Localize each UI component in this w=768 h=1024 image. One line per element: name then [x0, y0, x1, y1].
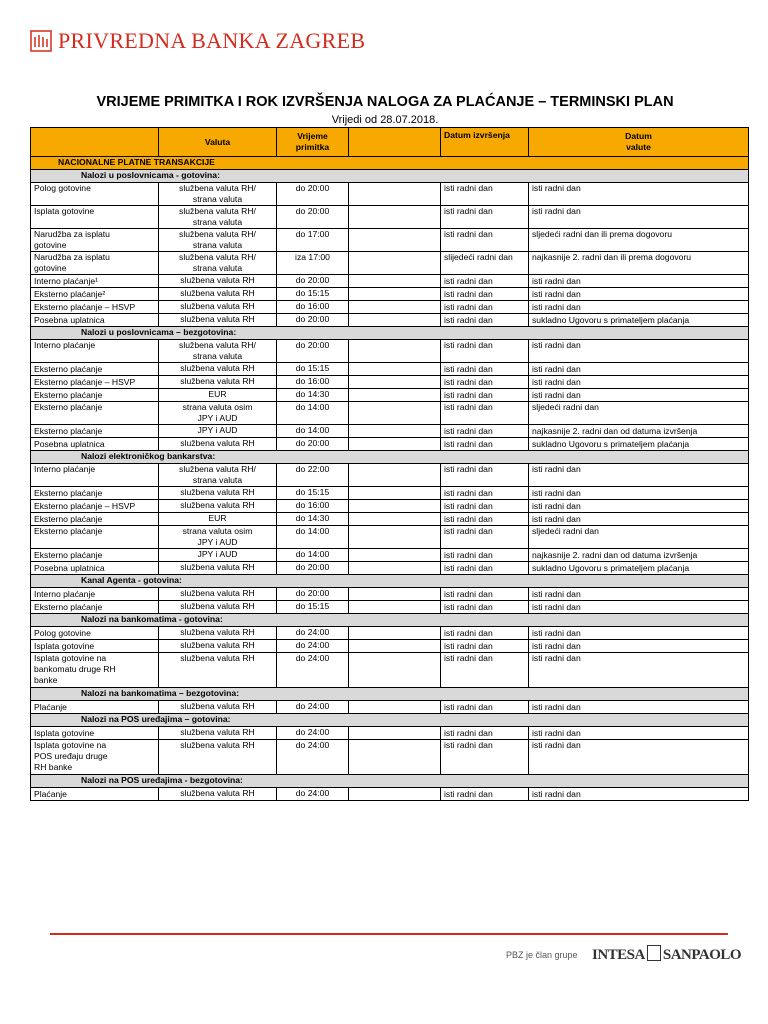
cell-naziv: Eksterno plaćanje [31, 425, 159, 438]
cell-valuta: JPY i AUD [159, 425, 277, 438]
cell-naziv: Eksterno plaćanje – HSVP [31, 500, 159, 513]
col-header-empty [349, 128, 441, 157]
table-row [31, 788, 749, 801]
cell-datum-valute: isti radni dan [529, 340, 749, 363]
cell-naziv: Interno plaćanje [31, 340, 159, 363]
cell-izvrsenje: isti radni dan [441, 363, 529, 376]
col-header-naziv [31, 128, 159, 157]
table-body [31, 157, 749, 801]
cell-datum-valute: isti radni dan [529, 701, 749, 714]
section-row [31, 157, 749, 170]
group-title: Nalozi elektroničkog bankarstva: [31, 451, 749, 464]
cell-vrijeme: do 24:00 [277, 653, 349, 688]
cell-naziv: Eksterno plaćanje [31, 513, 159, 526]
cell-empty [349, 340, 441, 363]
cell-empty [349, 601, 441, 614]
table-row [31, 425, 749, 438]
cell-naziv: Narudžba za isplatu gotovine [31, 252, 159, 275]
table-row [31, 500, 749, 513]
group-row [31, 575, 749, 588]
cell-izvrsenje: isti radni dan [441, 487, 529, 500]
group-title: Nalozi na bankomatima – bezgotovina: [31, 688, 749, 701]
cell-empty [349, 500, 441, 513]
cell-naziv: Eksterno plaćanje – HSVP [31, 301, 159, 314]
group-title: Kanal Agenta - gotovina: [31, 575, 749, 588]
table-row [31, 252, 749, 275]
group-title: Nalozi na bankomatima - gotovina: [31, 614, 749, 627]
cell-valuta: službena valuta RH/ strana valuta [159, 229, 277, 252]
cell-valuta: službena valuta RH [159, 727, 277, 740]
cell-izvrsenje: isti radni dan [441, 500, 529, 513]
cell-vrijeme: do 20:00 [277, 438, 349, 451]
cell-vrijeme: do 16:00 [277, 301, 349, 314]
cell-naziv: Isplata gotovine na bankomatu druge RH banke [31, 653, 159, 688]
document-subtitle: Vrijedi od 28.07.2018. [331, 114, 439, 126]
cell-naziv: Polog gotovine [31, 183, 159, 206]
cell-empty [349, 402, 441, 425]
col-header-izvrsenje: Datum izvršenja [441, 128, 529, 157]
cell-empty [349, 389, 441, 402]
cell-izvrsenje: isti radni dan [441, 727, 529, 740]
cell-valuta: službena valuta RH [159, 740, 277, 775]
table-row [31, 549, 749, 562]
cell-vrijeme: do 16:00 [277, 376, 349, 389]
cell-empty [349, 740, 441, 775]
cell-datum-valute: sljedeći radni dan [529, 402, 749, 425]
cell-vrijeme: do 15:15 [277, 601, 349, 614]
cell-izvrsenje: isti radni dan [441, 340, 529, 363]
cell-empty [349, 526, 441, 549]
cell-valuta: službena valuta RH/ strana valuta [159, 464, 277, 487]
cell-naziv: Isplata gotovine [31, 206, 159, 229]
table-row [31, 314, 749, 327]
cell-vrijeme: do 20:00 [277, 275, 349, 288]
cell-datum-valute: isti radni dan [529, 640, 749, 653]
table-row [31, 206, 749, 229]
cell-izvrsenje: isti radni dan [441, 588, 529, 601]
cell-datum-valute: isti radni dan [529, 727, 749, 740]
cell-empty [349, 627, 441, 640]
table-row [31, 727, 749, 740]
cell-empty [349, 640, 441, 653]
cell-datum-valute: isti radni dan [529, 740, 749, 775]
cell-izvrsenje: isti radni dan [441, 513, 529, 526]
cell-naziv: Isplata gotovine [31, 640, 159, 653]
cell-valuta: službena valuta RH [159, 701, 277, 714]
cell-datum-valute: sljedeći radni dan ili prema dogovoru [529, 229, 749, 252]
cell-vrijeme: do 14:30 [277, 513, 349, 526]
cell-izvrsenje: isti radni dan [441, 314, 529, 327]
table-row [31, 487, 749, 500]
cell-datum-valute: isti radni dan [529, 288, 749, 301]
cell-empty [349, 653, 441, 688]
cell-datum-valute: isti radni dan [529, 301, 749, 314]
group-row [31, 688, 749, 701]
cell-naziv: Eksterno plaćanje [31, 487, 159, 500]
cell-naziv: Interno plaćanje [31, 464, 159, 487]
cell-valuta: službena valuta RH [159, 588, 277, 601]
cell-izvrsenje: isti radni dan [441, 183, 529, 206]
cell-vrijeme: do 16:00 [277, 500, 349, 513]
bank-name: PRIVREDNA BANKA ZAGREB [58, 28, 366, 53]
cell-izvrsenje: isti radni dan [441, 562, 529, 575]
cell-empty [349, 438, 441, 451]
cell-datum-valute: najkasnije 2. radni dan od datuma izvršenja [529, 425, 749, 438]
cell-valuta: službena valuta RH [159, 788, 277, 801]
cell-vrijeme: do 20:00 [277, 562, 349, 575]
cell-vrijeme: do 14:00 [277, 402, 349, 425]
group-title: Nalozi na POS uređajima – gotovina: [31, 714, 749, 727]
cell-datum-valute: isti radni dan [529, 376, 749, 389]
cell-naziv: Polog gotovine [31, 627, 159, 640]
group-title: Nalozi u poslovnicama – bezgotovina: [31, 327, 749, 340]
cell-izvrsenje: isti radni dan [441, 288, 529, 301]
cell-izvrsenje: slijedeći radni dan [441, 252, 529, 275]
cell-empty [349, 727, 441, 740]
cell-empty [349, 788, 441, 801]
cell-valuta: EUR [159, 513, 277, 526]
cell-naziv: Eksterno plaćanje [31, 363, 159, 376]
table-row [31, 653, 749, 688]
cell-empty [349, 363, 441, 376]
footer-member-text: PBZ je član grupe [506, 950, 578, 960]
cell-valuta: službena valuta RH [159, 500, 277, 513]
cell-valuta: službena valuta RH [159, 376, 277, 389]
cell-datum-valute: isti radni dan [529, 788, 749, 801]
intesa-mark-icon [647, 945, 661, 961]
cell-vrijeme: do 24:00 [277, 740, 349, 775]
table-row [31, 183, 749, 206]
cell-datum-valute: isti radni dan [529, 601, 749, 614]
cell-izvrsenje: isti radni dan [441, 376, 529, 389]
cell-naziv: Narudžba za isplatu gotovine [31, 229, 159, 252]
cell-datum-valute: najkasnije 2. radni dan ili prema dogovoru [529, 252, 749, 275]
table-row [31, 701, 749, 714]
cell-datum-valute: isti radni dan [529, 500, 749, 513]
cell-datum-valute: isti radni dan [529, 206, 749, 229]
cell-vrijeme: do 20:00 [277, 183, 349, 206]
cell-datum-valute: sukladno Ugovoru s primateljem plaćanja [529, 314, 749, 327]
cell-empty [349, 513, 441, 526]
group-row [31, 714, 749, 727]
cell-naziv: Isplata gotovine [31, 727, 159, 740]
cell-vrijeme: do 20:00 [277, 340, 349, 363]
cell-empty [349, 588, 441, 601]
cell-naziv: Plaćanje [31, 701, 159, 714]
group-title: Nalozi na POS uređajima - bezgotovina: [31, 775, 749, 788]
table-row [31, 526, 749, 549]
cell-vrijeme: do 15:15 [277, 288, 349, 301]
document-title: VRIJEME PRIMITKA I ROK IZVRŠENJA NALOGA ZA PLAĆANJE – TERMINSKI PLAN [96, 94, 674, 110]
cell-empty [349, 562, 441, 575]
cell-valuta: službena valuta RH [159, 627, 277, 640]
cell-valuta: JPY i AUD [159, 549, 277, 562]
pbz-logo-icon [30, 30, 52, 52]
cell-vrijeme: do 15:15 [277, 363, 349, 376]
cell-vrijeme: do 20:00 [277, 588, 349, 601]
table-row [31, 513, 749, 526]
cell-izvrsenje: isti radni dan [441, 526, 529, 549]
cell-datum-valute: isti radni dan [529, 389, 749, 402]
schedule-table [30, 127, 749, 801]
cell-vrijeme: do 24:00 [277, 788, 349, 801]
cell-naziv: Eksterno plaćanje² [31, 288, 159, 301]
cell-izvrsenje: isti radni dan [441, 601, 529, 614]
section-title: NACIONALNE PLATNE TRANSAKCIJE [31, 157, 749, 170]
table-row [31, 627, 749, 640]
cell-naziv: Eksterno plaćanje – HSVP [31, 376, 159, 389]
table-row [31, 229, 749, 252]
cell-empty [349, 487, 441, 500]
cell-valuta: službena valuta RH [159, 562, 277, 575]
cell-valuta: službena valuta RH [159, 288, 277, 301]
cell-datum-valute: isti radni dan [529, 653, 749, 688]
cell-vrijeme: do 24:00 [277, 627, 349, 640]
cell-naziv: Posebna uplatnica [31, 562, 159, 575]
cell-izvrsenje: isti radni dan [441, 549, 529, 562]
footer-divider [50, 933, 728, 935]
cell-naziv: Eksterno plaćanje [31, 601, 159, 614]
cell-valuta: službena valuta RH [159, 653, 277, 688]
cell-izvrsenje: isti radni dan [441, 438, 529, 451]
cell-empty [349, 183, 441, 206]
cell-naziv: Posebna uplatnica [31, 438, 159, 451]
cell-empty [349, 549, 441, 562]
cell-izvrsenje: isti radni dan [441, 701, 529, 714]
cell-naziv: Eksterno plaćanje [31, 549, 159, 562]
cell-vrijeme: do 20:00 [277, 206, 349, 229]
cell-empty [349, 275, 441, 288]
cell-vrijeme: do 20:00 [277, 314, 349, 327]
cell-empty [349, 288, 441, 301]
cell-izvrsenje: isti radni dan [441, 389, 529, 402]
cell-empty [349, 229, 441, 252]
cell-naziv: Plaćanje [31, 788, 159, 801]
cell-datum-valute: isti radni dan [529, 627, 749, 640]
cell-vrijeme: do 14:30 [277, 389, 349, 402]
cell-datum-valute: isti radni dan [529, 588, 749, 601]
cell-naziv: Isplata gotovine na POS uređaju druge RH banke [31, 740, 159, 775]
cell-valuta: službena valuta RH/ strana valuta [159, 183, 277, 206]
cell-empty [349, 701, 441, 714]
table-row [31, 376, 749, 389]
cell-valuta: službena valuta RH [159, 487, 277, 500]
group-title: Nalozi u poslovnicama - gotovina: [31, 170, 749, 183]
table-row [31, 275, 749, 288]
cell-vrijeme: do 24:00 [277, 701, 349, 714]
table-row [31, 740, 749, 775]
table-row [31, 562, 749, 575]
cell-vrijeme: iza 17:00 [277, 252, 349, 275]
cell-izvrsenje: isti radni dan [441, 206, 529, 229]
cell-valuta: službena valuta RH [159, 438, 277, 451]
cell-izvrsenje: isti radni dan [441, 402, 529, 425]
cell-datum-valute: sukladno Ugovoru s primateljem plaćanja [529, 562, 749, 575]
cell-izvrsenje: isti radni dan [441, 464, 529, 487]
cell-izvrsenje: isti radni dan [441, 275, 529, 288]
table-row [31, 640, 749, 653]
group-row [31, 327, 749, 340]
cell-datum-valute: najkasnije 2. radni dan od datuma izvršenja [529, 549, 749, 562]
group-row [31, 614, 749, 627]
table-row [31, 340, 749, 363]
cell-izvrsenje: isti radni dan [441, 653, 529, 688]
cell-izvrsenje: isti radni dan [441, 740, 529, 775]
cell-valuta: službena valuta RH/ strana valuta [159, 252, 277, 275]
cell-izvrsenje: isti radni dan [441, 425, 529, 438]
cell-vrijeme: do 24:00 [277, 640, 349, 653]
cell-datum-valute: sljedeći radni dan [529, 526, 749, 549]
cell-izvrsenje: isti radni dan [441, 788, 529, 801]
cell-naziv: Eksterno plaćanje [31, 526, 159, 549]
cell-valuta: službena valuta RH/ strana valuta [159, 206, 277, 229]
group-row [31, 775, 749, 788]
group-row [31, 170, 749, 183]
footer-brand-right: SANPAOLO [662, 947, 742, 963]
cell-empty [349, 206, 441, 229]
cell-valuta: službena valuta RH [159, 301, 277, 314]
cell-valuta: službena valuta RH [159, 275, 277, 288]
cell-valuta: službena valuta RH [159, 314, 277, 327]
cell-izvrsenje: isti radni dan [441, 229, 529, 252]
cell-empty [349, 314, 441, 327]
intesa-sanpaolo-logo [592, 945, 741, 964]
col-header-valuta: Valuta [159, 128, 277, 157]
table-row [31, 288, 749, 301]
cell-valuta: službena valuta RH [159, 363, 277, 376]
cell-izvrsenje: isti radni dan [441, 301, 529, 314]
cell-vrijeme: do 17:00 [277, 229, 349, 252]
cell-datum-valute: isti radni dan [529, 487, 749, 500]
cell-datum-valute: sukladno Ugovoru s primateljem plaćanja [529, 438, 749, 451]
cell-vrijeme: do 22:00 [277, 464, 349, 487]
cell-empty [349, 464, 441, 487]
col-header-valute: Datum valute [529, 128, 749, 157]
col-header-vrijeme: Vrijeme primitka [277, 128, 349, 157]
cell-naziv: Interno plaćanje [31, 588, 159, 601]
table-row [31, 389, 749, 402]
cell-vrijeme: do 14:00 [277, 549, 349, 562]
cell-vrijeme: do 15:15 [277, 487, 349, 500]
cell-valuta: službena valuta RH/ strana valuta [159, 340, 277, 363]
table-row [31, 402, 749, 425]
cell-datum-valute: isti radni dan [529, 183, 749, 206]
cell-vrijeme: do 14:00 [277, 526, 349, 549]
table-row [31, 464, 749, 487]
cell-naziv: Eksterno plaćanje [31, 402, 159, 425]
cell-vrijeme: do 24:00 [277, 727, 349, 740]
cell-valuta: službena valuta RH [159, 601, 277, 614]
cell-datum-valute: isti radni dan [529, 464, 749, 487]
cell-valuta: strana valuta osim JPY i AUD [159, 402, 277, 425]
cell-empty [349, 425, 441, 438]
cell-datum-valute: isti radni dan [529, 275, 749, 288]
cell-valuta: EUR [159, 389, 277, 402]
cell-empty [349, 301, 441, 314]
cell-valuta: strana valuta osim JPY i AUD [159, 526, 277, 549]
cell-datum-valute: isti radni dan [529, 363, 749, 376]
cell-datum-valute: isti radni dan [529, 513, 749, 526]
cell-naziv: Interno plaćanje¹ [31, 275, 159, 288]
table-row [31, 588, 749, 601]
cell-izvrsenje: isti radni dan [441, 627, 529, 640]
table-row [31, 601, 749, 614]
cell-vrijeme: do 14:00 [277, 425, 349, 438]
cell-naziv: Eksterno plaćanje [31, 389, 159, 402]
cell-naziv: Posebna uplatnica [31, 314, 159, 327]
bank-logo [30, 27, 365, 55]
footer-brand-left: INTESA [592, 947, 645, 963]
table-row [31, 363, 749, 376]
table-header-row [31, 128, 749, 157]
cell-empty [349, 376, 441, 389]
cell-valuta: službena valuta RH [159, 640, 277, 653]
table-row [31, 301, 749, 314]
table-row [31, 438, 749, 451]
cell-empty [349, 252, 441, 275]
group-row [31, 451, 749, 464]
cell-izvrsenje: isti radni dan [441, 640, 529, 653]
